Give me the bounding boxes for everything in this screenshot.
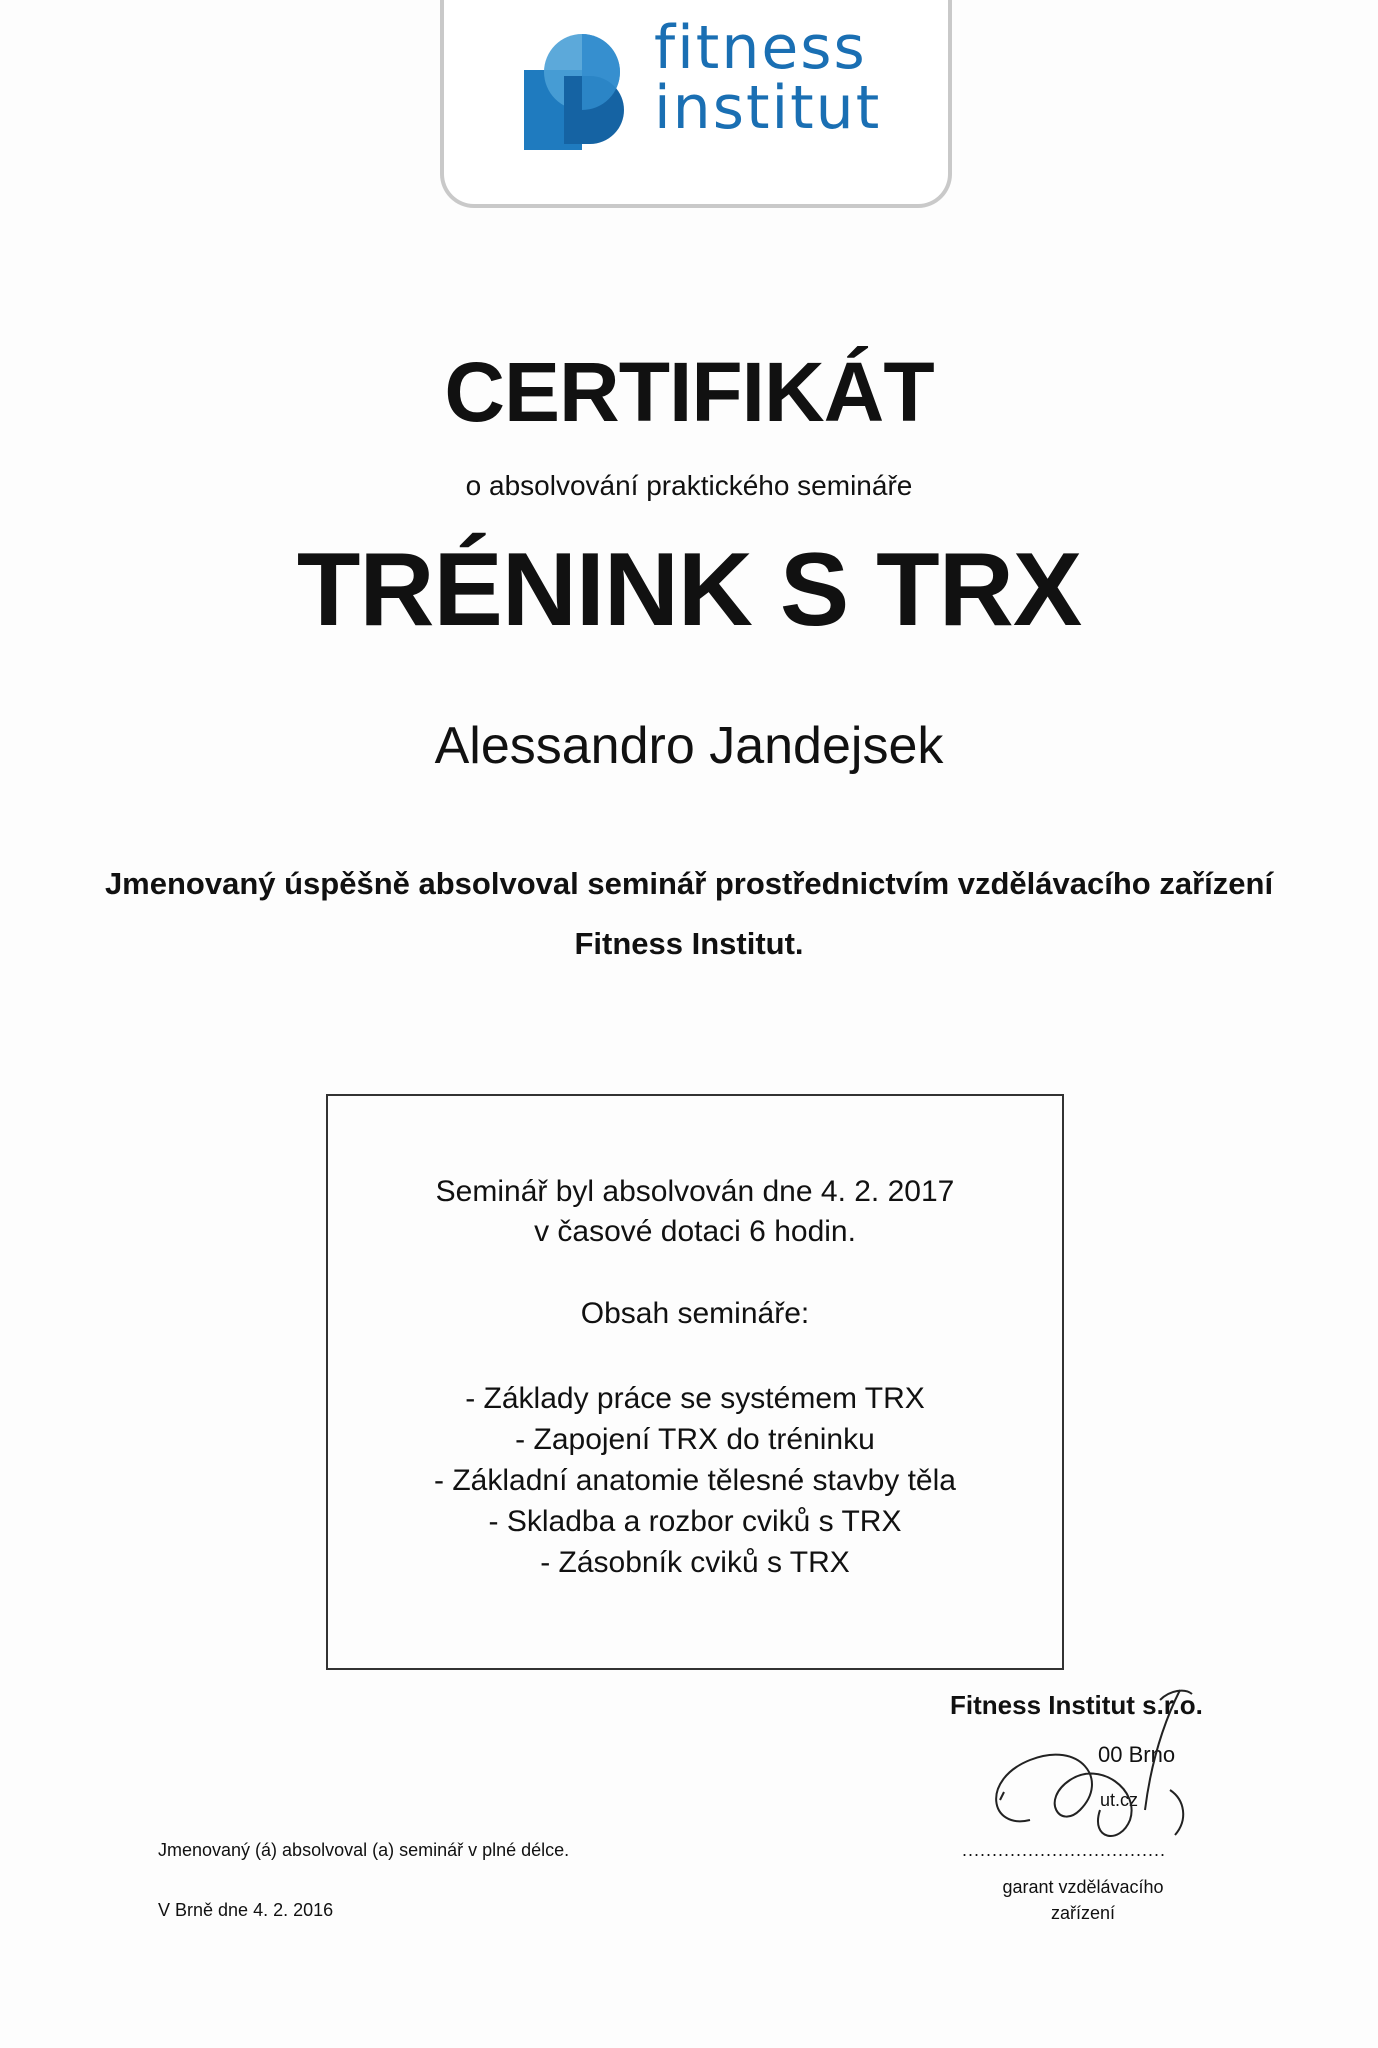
list-item: - Zásobník cviků s TRX (540, 1546, 850, 1579)
course-name: TRÉNINK S TRX (296, 532, 1082, 648)
seminar-details-box (326, 1094, 1064, 1670)
logo-line-institut: institut (654, 73, 882, 143)
logo-header (440, 0, 952, 208)
seminar-content-heading: Obsah semináře: (580, 1297, 810, 1330)
seminar-date: Seminář byl absolvován dne 4. 2. 2017 (435, 1175, 955, 1208)
logo-line-fitness: fitness (654, 13, 867, 83)
certificate-title: CERTIFIKÁT (444, 345, 934, 439)
list-item: - Základní anatomie tělesné stavby těla (434, 1464, 956, 1497)
list-item: - Základy práce se systémem TRX (465, 1382, 925, 1415)
institute-name: Fitness Institut. (574, 926, 804, 961)
list-item: - Zapojení TRX do tréninku (515, 1423, 875, 1456)
logo-wordmark (654, 13, 882, 143)
recipient-name: Alessandro Jandejsek (434, 717, 944, 775)
stamp-web: ut.cz (1100, 1790, 1139, 1810)
seminar-duration: v časové dotaci 6 hodin. (534, 1215, 856, 1248)
fitness-institut-logo-icon (524, 32, 632, 150)
guarantor-line-1: garant vzdělávacího (1002, 1877, 1164, 1897)
completion-statement: Jmenovaný úspěšně absolvoval seminář prostřednictvím vzdělávacího zařízení (104, 866, 1274, 901)
full-length-note: Jmenovaný (á) absolvoval (a) seminář v plné délce. (158, 1840, 570, 1860)
list-item: - Skladba a rozbor cviků s TRX (488, 1505, 902, 1538)
signature-line: .................................. (962, 1840, 1167, 1860)
guarantor-line-2: zařízení (1050, 1903, 1116, 1923)
handwritten-signature (970, 1670, 1210, 1850)
stamp-city: 00 Brno (1098, 1742, 1176, 1767)
seminar-content-list (328, 1378, 1062, 1583)
stamp-and-signature (950, 1690, 1230, 1850)
certificate-subtitle: o absolvování praktického semináře (465, 470, 913, 501)
stamp-company: Fitness Institut s.r.o. (950, 1690, 1203, 1720)
place-date: V Brně dne 4. 2. 2016 (158, 1900, 334, 1920)
guarantor-label (970, 1874, 1196, 1926)
